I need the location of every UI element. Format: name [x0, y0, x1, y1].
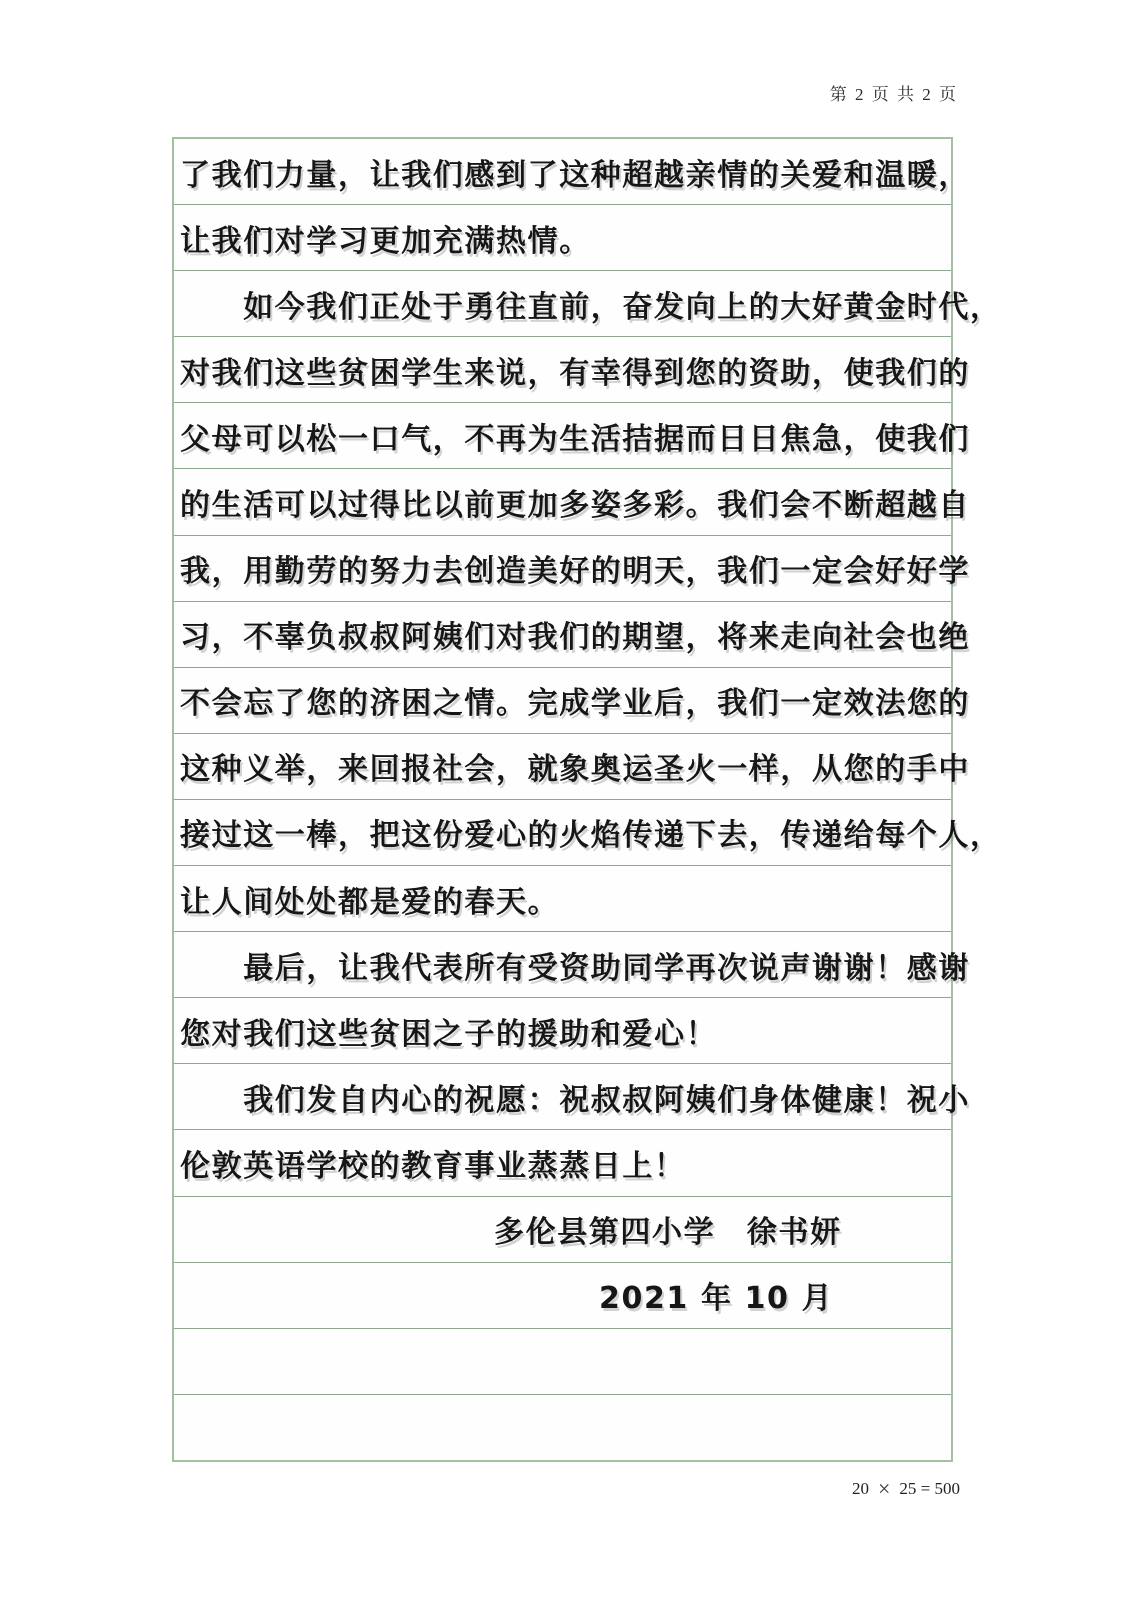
grid-spec-note	[852, 1478, 960, 1500]
letter-line	[174, 536, 970, 602]
letter-line	[174, 866, 951, 932]
line-text: 的生活可以过得比以前更加多姿多彩。我们会不断超越自	[180, 488, 970, 524]
empty-line	[174, 1329, 951, 1395]
empty-line	[174, 1395, 951, 1460]
multiply-icon: ×	[877, 1476, 891, 1501]
letter-line	[174, 139, 970, 205]
letter-line	[174, 1064, 970, 1130]
letter-line	[174, 734, 970, 800]
line-text: 如今我们正处于勇往直前，奋发向上的大好黄金时代，	[180, 289, 1002, 325]
line-text: 对我们这些贫困学生来说，有幸得到您的资助，使我们的	[180, 355, 970, 391]
letter-line	[174, 469, 970, 535]
line-text: 接过这一棒，把这份爱心的火焰传递下去，传递给每个人，	[180, 818, 1002, 854]
line-text: 最后，让我代表所有受资助同学再次说声谢谢！感谢	[180, 950, 970, 986]
date-text: 2021 年 10 月	[599, 1281, 834, 1317]
letter-line	[174, 668, 970, 734]
line-text: 父母可以松一口气，不再为生活拮据而日日焦急，使我们	[180, 421, 970, 457]
line-text: 这种义举，来回报社会，就象奥运圣火一样，从您的手中	[180, 752, 970, 788]
line-text: 让我们对学习更加充满热情。	[180, 223, 591, 259]
line-text: 习，不辜负叔叔阿姨们对我们的期望，将来走向社会也绝	[180, 620, 970, 656]
signature-line	[174, 1197, 951, 1263]
line-text: 您对我们这些贫困之子的援助和爱心！	[180, 1016, 718, 1052]
grid-columns-count: 20	[851, 1479, 869, 1498]
grid-rows-equation: 25 = 500	[899, 1479, 960, 1498]
letter-line	[174, 403, 970, 469]
letter-line	[174, 998, 951, 1064]
letter-paper-grid	[172, 137, 1002, 1462]
line-text: 伦敦英语学校的教育事业蒸蒸日上！	[180, 1148, 686, 1184]
line-text: 不会忘了您的济困之情。完成学业后，我们一定效法您的	[180, 686, 970, 722]
letter-line	[174, 602, 970, 668]
line-text: 了我们力量，让我们感到了这种超越亲情的关爱和温暖，	[180, 157, 970, 193]
letter-line	[174, 800, 1002, 866]
line-text: 我们发自内心的祝愿：祝叔叔阿姨们身体健康！祝小	[180, 1082, 970, 1118]
date-line	[174, 1263, 951, 1329]
letter-line	[174, 932, 970, 998]
letter-line	[174, 271, 1002, 337]
page-number: 第 2 页 共 2 页	[829, 85, 958, 104]
letter-line	[174, 205, 951, 271]
signature-text: 多伦县第四小学 徐书妍	[494, 1215, 842, 1251]
line-text: 让人间处处都是爱的春天。	[180, 884, 560, 920]
letter-line	[174, 1130, 951, 1196]
line-text: 我，用勤劳的努力去创造美好的明天，我们一定会好好学	[180, 554, 970, 590]
letter-line	[174, 337, 970, 403]
